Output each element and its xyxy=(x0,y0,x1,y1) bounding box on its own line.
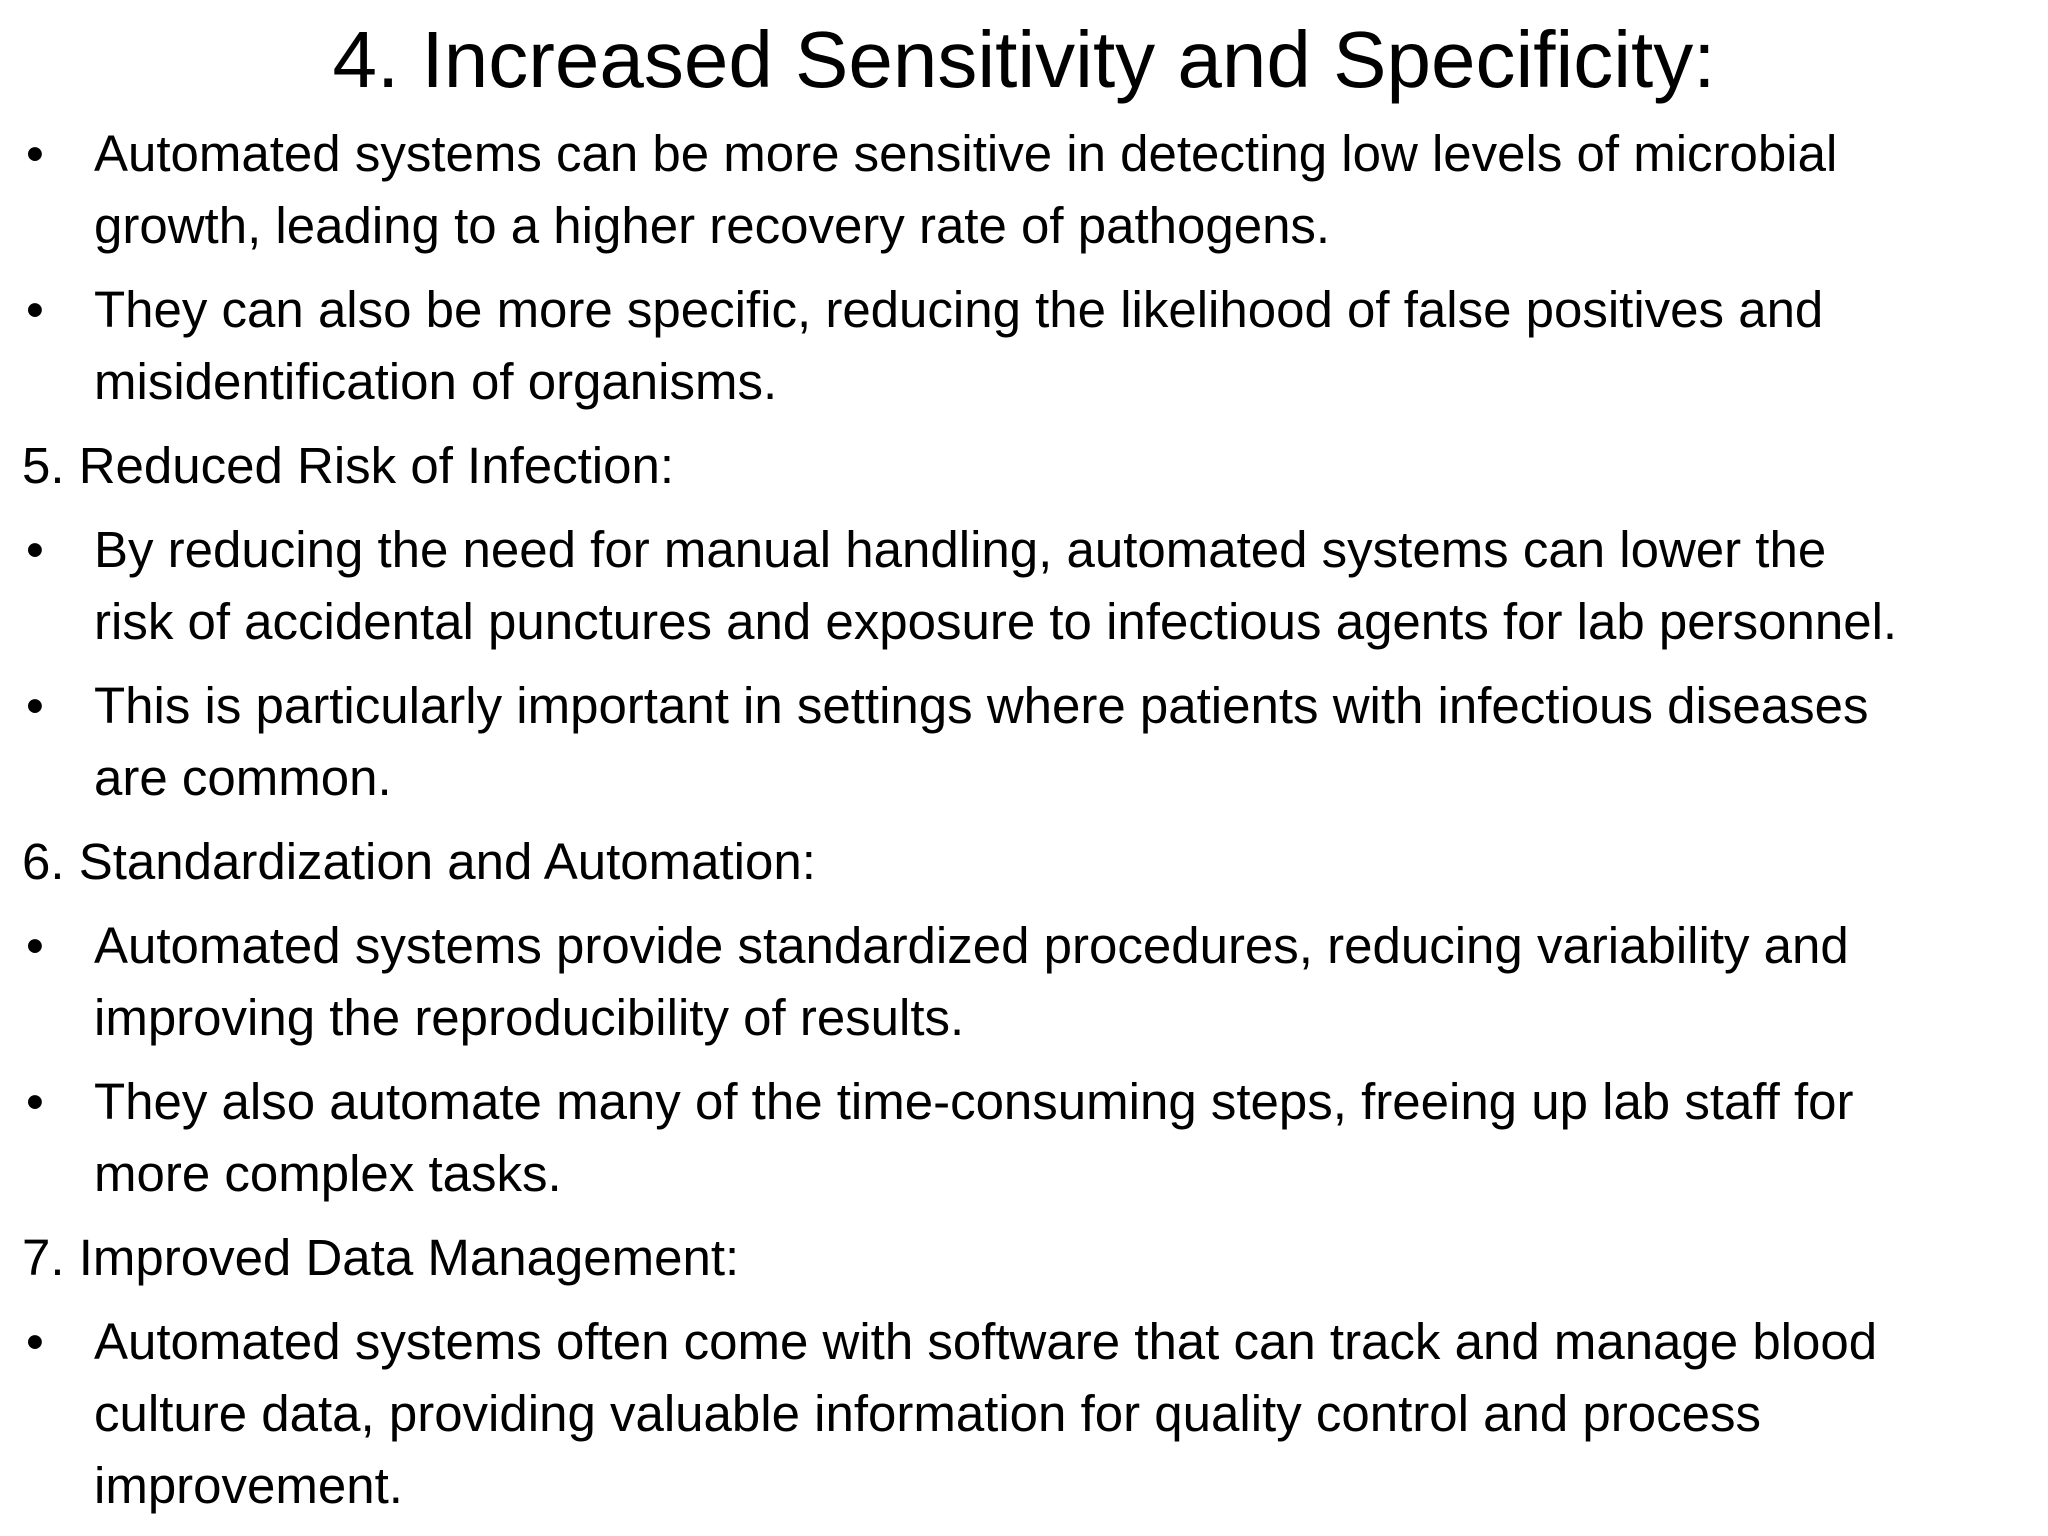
bullet-item xyxy=(22,910,2032,1054)
bullet-item xyxy=(22,514,2032,658)
bullet-icon: • xyxy=(26,521,44,578)
bullet-icon: • xyxy=(26,1313,44,1370)
bullet-text-line: improvement. xyxy=(94,1457,403,1514)
bullet-icon: • xyxy=(26,125,44,182)
bullet-item xyxy=(22,118,2032,262)
bullet-text-line: risk of accidental punctures and exposure to infectious agents for lab personnel. xyxy=(94,593,1898,650)
bullet-text-line: growth, leading to a higher recovery rate of pathogens. xyxy=(94,197,1331,254)
bullet-text-line: Automated systems provide standardized procedures, reducing variability and xyxy=(94,917,1849,974)
bullet-text-line: They also automate many of the time-consuming steps, freeing up lab staff for xyxy=(94,1073,1854,1130)
bullet-text-line: This is particularly important in settings where patients with infectious diseases xyxy=(94,677,1869,734)
section-heading: 5. Reduced Risk of Infection: xyxy=(22,437,675,494)
bullet-text-line: improving the reproducibility of results. xyxy=(94,989,965,1046)
slide-body xyxy=(22,118,2032,1534)
section-heading: 7. Improved Data Management: xyxy=(22,1229,740,1286)
bullet-text-line: Automated systems often come with software that can track and manage blood xyxy=(94,1313,1878,1370)
bullet-item xyxy=(22,670,2032,814)
bullet-text-line: misidentification of organisms. xyxy=(94,353,778,410)
bullet-text-line: By reducing the need for manual handling, automated systems can lower the xyxy=(94,521,1827,578)
slide-title: 4. Increased Sensitivity and Specificity: xyxy=(332,15,1716,104)
bullet-icon: • xyxy=(26,1073,44,1130)
bullet-text-line: are common. xyxy=(94,749,392,806)
bullet-item xyxy=(22,1066,2032,1210)
bullet-item xyxy=(22,1306,2032,1522)
bullet-text-line: more complex tasks. xyxy=(94,1145,562,1202)
section-heading: 6. Standardization and Automation: xyxy=(22,833,816,890)
bullet-icon: • xyxy=(26,917,44,974)
bullet-text-line: They can also be more specific, reducing the likelihood of false positives and xyxy=(94,281,1824,338)
bullet-text-line: Automated systems can be more sensitive in detecting low levels of microbial xyxy=(94,125,1838,182)
bullet-icon: • xyxy=(26,677,44,734)
bullet-icon: • xyxy=(26,281,44,338)
bullet-text-line: culture data, providing valuable information for quality control and process xyxy=(94,1385,1761,1442)
bullet-item xyxy=(22,274,2032,418)
